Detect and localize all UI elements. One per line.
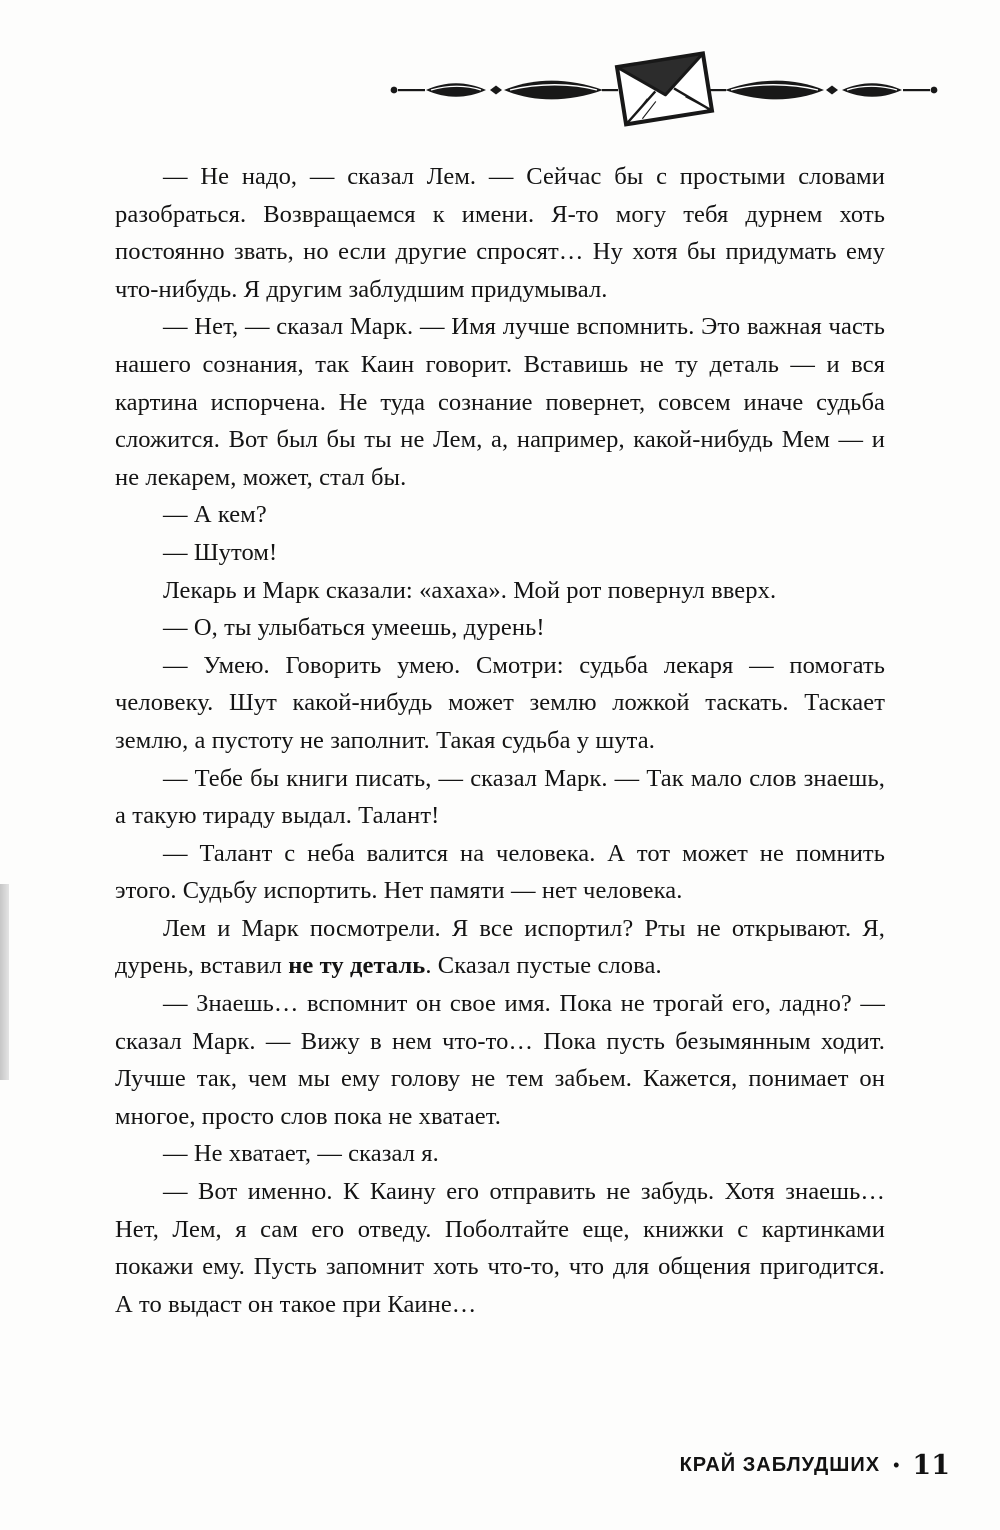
paragraph: — А кем? [163, 501, 267, 529]
page-footer [680, 1450, 950, 1481]
paragraph: — Талант с неба валится на человека. А тот может не помнить этого. Судьбу испортить. Нет памяти — нет человека. [115, 839, 885, 905]
page-number: 11 [912, 1450, 950, 1481]
paragraph: — Знаешь… вспомнит он свое имя. Пока не трогай его, ладно? — сказал Марк. — Вижу в нем что-то… Пока пусть безымянным ходит. Лучше так, чем мы ему голову не тем забьем. Кажется, понимает он многое, просто слов пока не хватает. [115, 990, 885, 1130]
paragraph: — Умею. Говорить умею. Смотри: судьба лекаря — помогать человеку. Шут какой-нибудь может землю ложкой таскать. Таскает землю, а пустоту не заполнит. Такая судьба у шута. [115, 651, 885, 754]
feather-flourish-right-icon [710, 81, 937, 100]
paragraph [115, 910, 885, 985]
paragraph-text: Лем и Марк посмотрели. Я все испортил? Рты не открывают. Я, дурень, вставил [115, 914, 885, 980]
feather-flourish-left-icon [391, 81, 618, 100]
paragraph: — О, ты улыбаться умеешь, дурень! [163, 614, 545, 642]
running-title: КРАЙ ЗАБЛУДШИХ [679, 1454, 881, 1476]
paragraph: — Шутом! [163, 538, 278, 566]
paragraph: Лекарь и Марк сказали: «ахаха». Мой рот повернул вверх. [163, 576, 777, 604]
paragraph: — Не надо, — сказал Лем. — Сейчас бы с простыми словами разобраться. Возвращаемся к имени. Я-то могу тебя дурнем хоть постоянно звать, но если другие спросят… Ну хотя бы придумать ему что-нибудь. Я другим заблудшим придумывал. [115, 163, 885, 303]
paragraph-text: . Сказал пустые слова. [425, 952, 662, 980]
paragraph: — Тебе бы книги писать, — сказал Марк. — Так мало слов знаешь, а такую тираду выдал. Талант! [115, 764, 885, 830]
paragraph: — Нет, — сказал Марк. — Имя лучше вспомнить. Это важная часть нашего сознания, так Каин говорит. Вставишь не ту деталь — и вся картина испорчена. Не туда сознание повернет, совсем иначе судьба сложится. Вот был бы ты не Лем, а, например, какой-нибудь Мем — и не лекарем, может, стал бы. [115, 313, 885, 491]
paragraph: — Вот именно. К Каину его отправить не забудь. Хотя знаешь… Нет, Лем, я сам его отведу. Поболтайте еще, книжки с картинками покажи ему. Пусть запомнит хоть что-то, что для общения пригодится. А то выдаст он такое при Каине… [115, 1178, 885, 1318]
header-ornament [388, 44, 940, 134]
page-text [115, 158, 885, 1323]
footer-separator: • [893, 1455, 900, 1475]
paragraph-emphasis: не ту деталь [288, 952, 426, 980]
envelope-icon [617, 53, 712, 124]
paragraph: — Не хватает, — сказал я. [163, 1140, 439, 1168]
scan-artifact [0, 884, 9, 1080]
